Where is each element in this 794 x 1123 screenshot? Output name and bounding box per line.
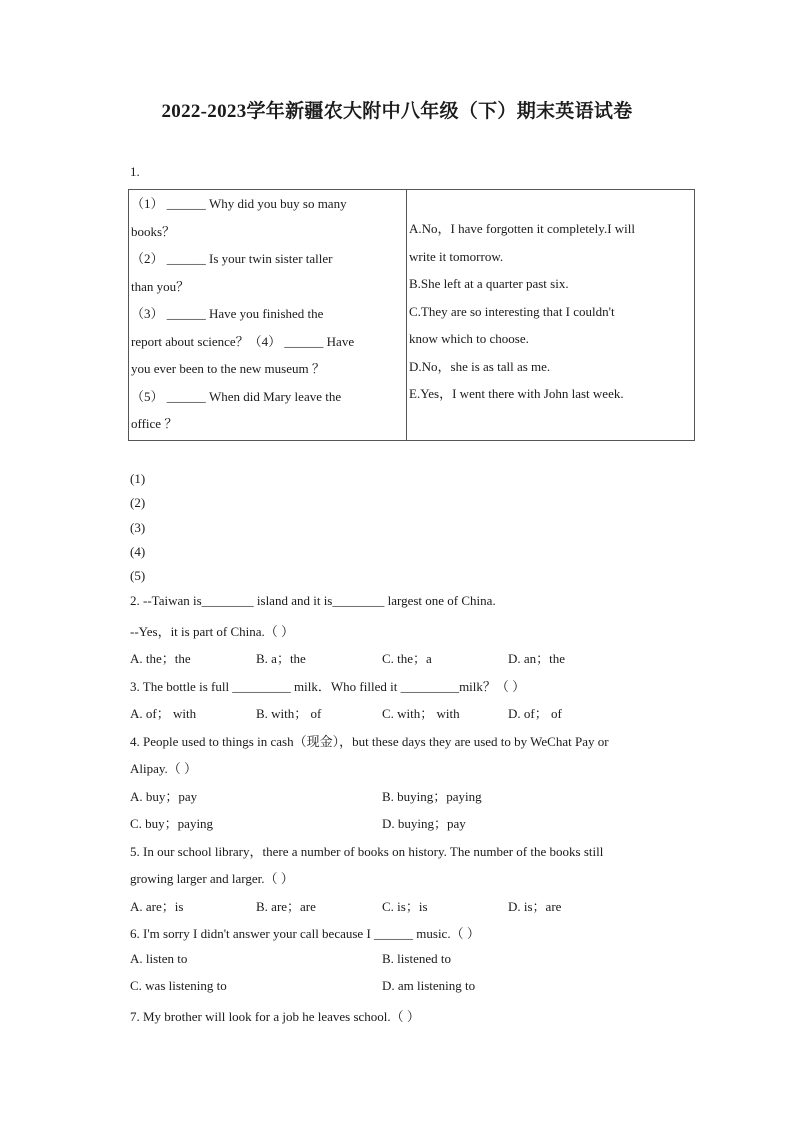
question-2-option-a: A. the；the <box>130 651 191 666</box>
matching-question-line: books？ <box>131 223 176 239</box>
question-6-option-a: A. listen to <box>130 951 188 966</box>
question-4-option-c: C. buy；paying <box>130 816 214 831</box>
question-2-stem: 2. --Taiwan is________ island and it is________ largest one of China. <box>130 593 496 608</box>
matching-answer-line: E.Yes，I went there with John last week. <box>409 386 624 401</box>
matching-question-line: office ？ <box>131 416 178 431</box>
matching-question-line: you ever been to the new museum ？ <box>131 361 325 376</box>
matching-question-line: than you？ <box>131 278 190 294</box>
matching-question-line: report about science？（4） ______ Have <box>131 333 355 349</box>
matching-answer-line: know which to choose. <box>409 331 529 346</box>
question-4-option-d: D. buying；pay <box>382 816 466 831</box>
answer-slot-2: (2) <box>130 495 146 510</box>
page-title: 2022-2023学年新疆农大附中八年级（下）期末英语试卷 <box>161 101 633 122</box>
question-3-option-c: C. with； with <box>382 706 460 721</box>
question-5-stem: 5. In our school library，there a number of books on history. The number of the books still <box>130 844 604 859</box>
question-4-option-b: B. buying；paying <box>382 789 482 804</box>
answer-slot-1: (1) <box>130 471 146 486</box>
answer-slot-5: (5) <box>130 568 146 583</box>
question-5-option-b: B. are；are <box>256 899 316 914</box>
matching-table <box>128 189 695 441</box>
question-2-option-b: B. a；the <box>256 651 306 666</box>
question-3-stem: 3. The bottle is full _________ milk．Who filled it _________milk？（ ） <box>130 679 526 694</box>
matching-question-line: （3） ______ Have you finished the <box>131 306 324 321</box>
matching-answer-line: B.She left at a quarter past six. <box>409 276 569 291</box>
matching-question-line: （1） ______ Why did you buy so many <box>131 196 347 211</box>
question-2-option-d: D. an；the <box>508 651 566 666</box>
question-6-stem: 6. I'm sorry I didn't answer your call because I ______ music.（ ） <box>130 926 480 941</box>
question-2-stem-cont: --Yes，it is part of China.（ ） <box>130 624 295 639</box>
matching-answer-line: C.They are so interesting that I couldn't <box>409 303 615 319</box>
question-7-stem: 7. My brother will look for a job he leaves school.（ ） <box>130 1009 420 1024</box>
matching-question-line: （5） ______ When did Mary leave the <box>131 388 342 404</box>
question-3-option-a: A. of； with <box>130 706 197 721</box>
question-1-number: 1. <box>130 164 140 179</box>
question-4-stem-cont: Alipay.（ ） <box>130 761 198 776</box>
question-4-stem: 4. People used to things in cash（现金），but these days they are used to by WeChat Pay or <box>130 734 609 749</box>
matching-questions-column <box>129 190 407 441</box>
answer-slot-3: (3) <box>130 520 146 535</box>
matching-answer-line: D.No，she is as tall as me. <box>409 358 551 374</box>
question-6-option-b: B. listened to <box>382 951 451 966</box>
question-3-option-b: B. with； of <box>256 706 322 721</box>
question-2-option-c: C. the；a <box>382 651 432 666</box>
question-5-option-a: A. are；is <box>130 899 184 914</box>
answer-slot-4: (4) <box>130 544 146 559</box>
question-5-option-d: D. is；are <box>508 899 562 914</box>
question-6-option-c: C. was listening to <box>130 978 227 993</box>
question-3-option-d: D. of； of <box>508 706 562 721</box>
question-4-option-a: A. buy；pay <box>130 789 198 804</box>
matching-answer-line: write it tomorrow. <box>409 248 504 264</box>
matching-question-line: （2） ______ Is your twin sister taller <box>131 251 333 266</box>
question-5-option-c: C. is；is <box>382 899 428 914</box>
matching-answers-column <box>407 190 695 441</box>
question-5-stem-cont: growing larger and larger.（ ） <box>130 871 294 886</box>
matching-answer-line: A.No，I have forgotten it completely.I will <box>409 221 636 236</box>
question-6-option-d: D. am listening to <box>382 978 476 993</box>
